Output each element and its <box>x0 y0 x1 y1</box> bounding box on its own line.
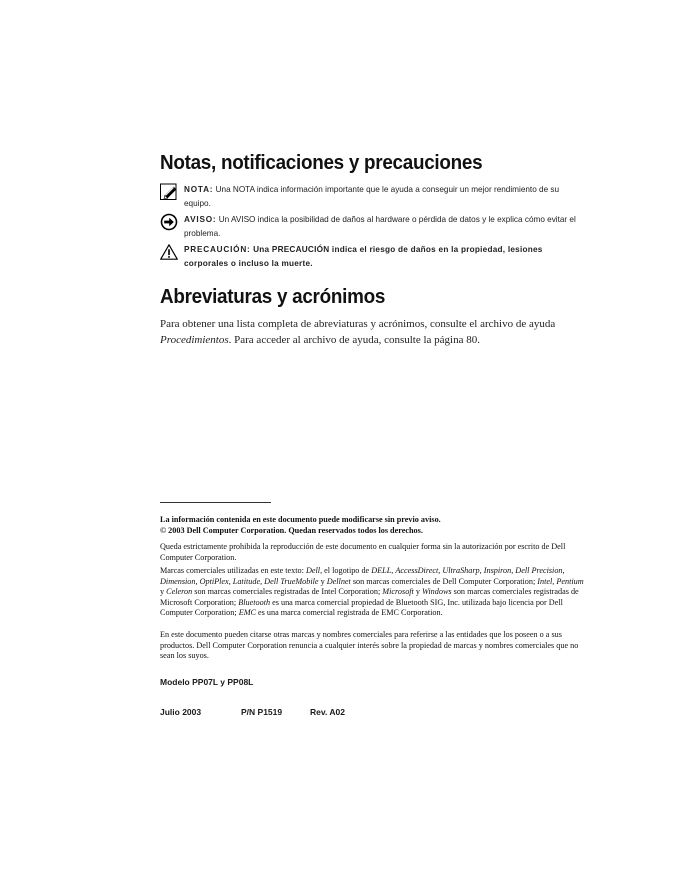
tm-name: UltraSharp <box>442 566 480 575</box>
tm-text: y <box>318 576 327 586</box>
tm-text: son marcas comerciales registradas de Microsoft Corporation; <box>160 587 579 607</box>
tm-name: Inspiron <box>483 566 512 575</box>
help-file-name: Procedimientos <box>160 334 229 346</box>
nota-text <box>184 183 579 210</box>
tm-text: , <box>479 566 484 575</box>
tm-text: y <box>413 587 423 596</box>
tm-name: Dell Precision <box>515 566 563 575</box>
footnote-divider <box>160 502 271 503</box>
precaucion-label: PRECAUCIÓN: <box>184 245 251 254</box>
tm-name: Dell <box>305 566 321 575</box>
tm-text: son marcas comerciales de Dell Computer Corporation; <box>350 576 538 586</box>
reproduction-notice: Queda estrictamente prohibida la reproducción de este documento en cualquier forma sin la autorización por escrito de Dell Computer Corporation. <box>160 542 566 562</box>
tm-name: Celeron <box>166 587 193 596</box>
publication-date: Julio 2003 <box>160 707 202 717</box>
tm-text: y <box>160 587 167 596</box>
tm-name: DELL <box>371 566 392 575</box>
trademark-notice <box>160 566 585 619</box>
tm-text: es una marca comercial registrada de EMC Corporation. <box>255 608 443 617</box>
tm-text: Marcas comerciales utilizadas en este texto: <box>160 566 306 575</box>
aviso-label: AVISO: <box>184 215 217 224</box>
tm-name: Dell TrueMobile <box>264 576 319 586</box>
notice-arrow-icon <box>160 213 178 231</box>
model-number: Modelo PP07L y PP08L <box>160 677 254 687</box>
revision: Rev. A02 <box>310 707 345 717</box>
tm-text: , <box>391 566 396 575</box>
tm-text: es una marca comercial propiedad de Bluetooth SIG, Inc. utilizada bajo licencia por Dell Computer Corporation; <box>160 597 563 617</box>
tm-name: EMC <box>238 608 256 617</box>
abbreviations-paragraph <box>160 316 585 348</box>
tm-text: , <box>562 566 565 575</box>
tm-text: , <box>228 576 233 586</box>
abbreviations-section-title: Abreviaturas y acrónimos <box>160 285 386 308</box>
legal-notice <box>160 515 585 536</box>
precaucion-body: Una PRECAUCIÓN indica el riesgo de daños en la propiedad, lesiones corporales o incluso la muerte. <box>184 245 543 268</box>
tm-name: Pentium <box>556 576 584 586</box>
aviso-text <box>184 213 579 240</box>
abbrev-text-1: Para obtener una lista completa de abreviaturas y acrónimos, consulte el archivo de ayuda <box>160 318 556 330</box>
tm-name: Windows <box>422 587 452 596</box>
nota-body: Una NOTA indica información importante que le ayuda a conseguir un mejor rendimiento de su equipo. <box>184 185 560 208</box>
tm-name: OptiPlex <box>199 576 229 586</box>
tm-text: , <box>260 576 265 586</box>
tm-name: Intel <box>537 576 553 586</box>
aviso-body: Un AVISO indica la posibilidad de daños al hardware o pérdida de datos y le explica cómo evitar el problema. <box>184 215 576 238</box>
other-trademarks-notice: En este documento pueden citarse otras marcas y nombres comerciales para referirse a las entidades que los poseen o a sus productos. Dell Computer Corporation renuncia a cualquier interés sobre la propiedad de marcas y nombres comerciales que no sean los suyos. <box>160 630 579 660</box>
caution-warning-icon <box>160 243 178 261</box>
tm-text: son marcas comerciales registradas de Intel Corporation; <box>192 587 383 596</box>
copyright-line: © 2003 Dell Computer Corporation. Quedan reservados todos los derechos. <box>160 525 423 535</box>
tm-name: AccessDirect <box>395 566 439 575</box>
tm-text: , <box>438 566 443 575</box>
precaucion-text <box>184 243 579 270</box>
tm-name: Dellnet <box>326 576 351 586</box>
note-pencil-icon <box>160 183 178 201</box>
tm-text: , el logotipo de <box>320 566 372 575</box>
legal-notice-line-1: La información contenida en este documento puede modificarse sin previo aviso. <box>160 515 441 524</box>
document-page <box>160 0 585 880</box>
tm-name: Dimension <box>160 576 196 586</box>
tm-text: , <box>552 576 557 586</box>
notes-section-title: Notas, notificaciones y precauciones <box>160 151 483 174</box>
abbrev-text-2: . Para acceder al archivo de ayuda, consulte la página 80. <box>228 334 480 346</box>
tm-name: Bluetooth <box>238 597 271 607</box>
tm-name: Latitude <box>232 576 261 586</box>
tm-text: , <box>195 576 200 586</box>
nota-label: NOTA: <box>184 185 214 194</box>
part-number: P/N P1519 <box>241 707 283 717</box>
tm-text: , <box>511 566 516 575</box>
tm-name: Microsoft <box>382 587 414 596</box>
